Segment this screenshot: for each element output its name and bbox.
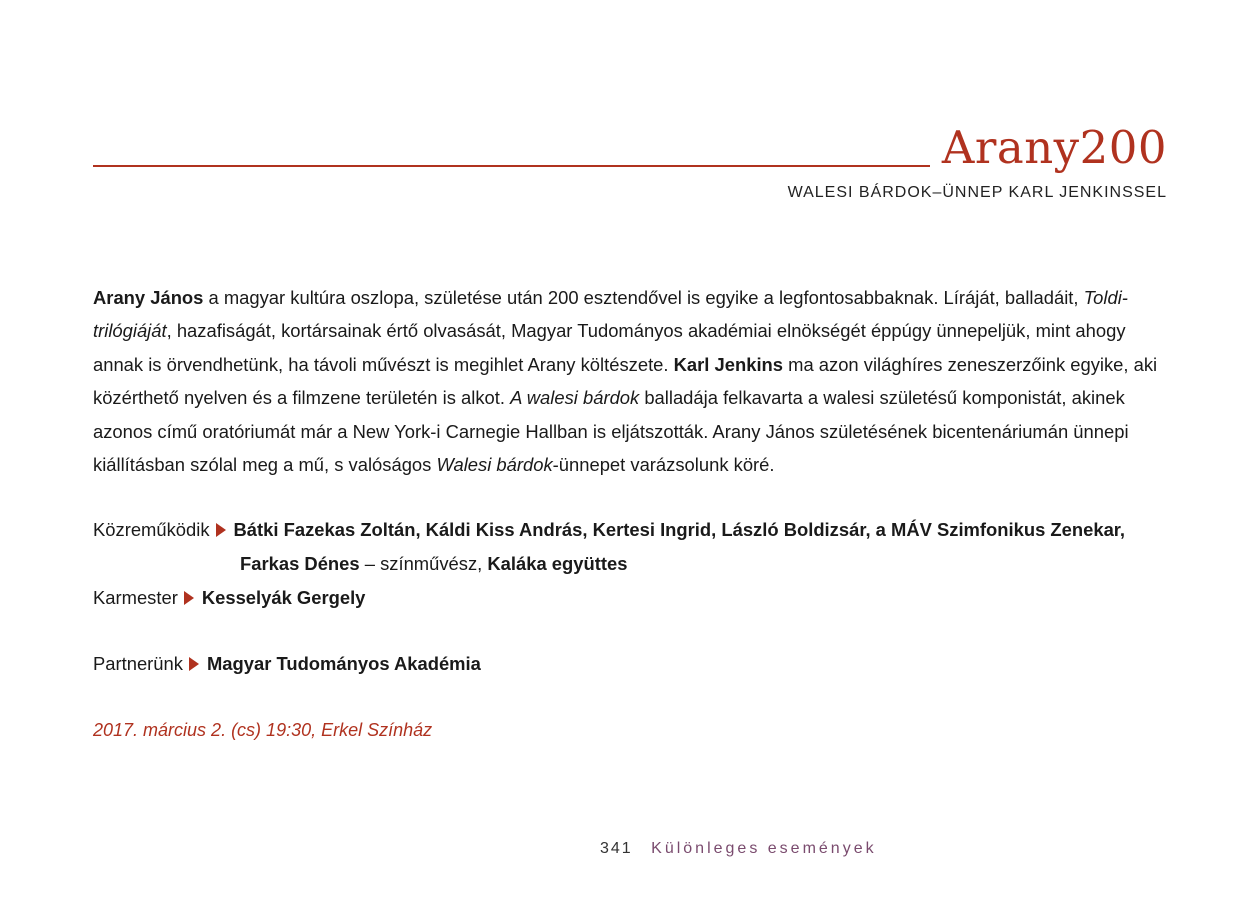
credit-label: Karmester — [93, 587, 178, 608]
section-name: Különleges események — [651, 840, 877, 857]
work-title-toldi: Toldi-trilógiáját — [93, 287, 1128, 342]
credit-karmester — [93, 581, 1173, 615]
name-arany-janos: Arany János — [93, 287, 204, 308]
name-karl-jenkins: Karl Jenkins — [673, 353, 784, 375]
credits-block — [93, 513, 1173, 615]
performer-farkas-denes: Farkas Dénes — [240, 553, 360, 574]
header-rule — [93, 165, 930, 167]
work-title-walesi-bardok: A walesi bárdok — [510, 387, 640, 409]
page-header — [93, 118, 1167, 178]
performer-role: – színművész, — [359, 553, 488, 574]
credit-label: Közreműködik — [93, 519, 210, 540]
page-number: 341 — [600, 840, 633, 857]
triangle-bullet-icon — [189, 657, 199, 671]
intro-paragraph — [93, 281, 1173, 481]
credit-label: Partnerünk — [93, 653, 183, 674]
triangle-bullet-icon — [184, 591, 194, 605]
triangle-bullet-icon — [216, 523, 226, 537]
credit-conductor: Kesselyák Gergely — [201, 587, 366, 608]
text-span: a magyar kultúra oszlopa, születése után 200 esztendővel is egyike a legfontosabbaknak. Líráját, balladáit, — [203, 287, 1084, 308]
text-span: -ünnepet varázsolunk köré. — [552, 454, 775, 476]
credit-partner — [93, 647, 481, 681]
page-footer — [600, 836, 877, 862]
work-title-walesi-bardok-2: Walesi bárdok — [436, 454, 553, 476]
credit-kozremukodik — [93, 513, 1173, 547]
text-span: balladája felkavarta a walesi születésű komponistát, akinek azonos című oratóriumát már a New York-i Carnegie Hallban is eljátszották. Arany János születésének bicentenáriumán ünnepi kiállításban szólal meg a mű, s valóságos — [93, 387, 1129, 476]
text-span: , hazafiságát, kortársainak értő olvasását, Magyar Tudományos akadémiai elnökségét éppúgy ünnepeljük, mint ahogy annak is örvendhetünk, ha távoli művészt is megihlet Arany költészete. — [93, 320, 1126, 375]
page-subtitle: WALESI BÁRDOK–ÜNNEP KARL JENKINSSEL — [787, 184, 1167, 201]
performer-kalaka: Kaláka együttes — [487, 553, 628, 574]
event-datetime-venue: 2017. március 2. (cs) 19:30, Erkel Színház — [93, 720, 433, 740]
credit-performers-line2 — [93, 547, 1173, 581]
text-span: ma azon világhíres zeneszerzőink egyike, aki közérthető nyelven és a filmzene területén is alkot. — [93, 353, 1158, 409]
credit-performers: Bátki Fazekas Zoltán, Káldi Kiss András, Kertesi Ingrid, László Boldizsár, a MÁV Szimfonikus Zenekar, — [233, 519, 1126, 540]
page-title: Arany200 — [941, 121, 1167, 174]
credit-partner-name: Magyar Tudományos Akadémia — [206, 653, 481, 674]
